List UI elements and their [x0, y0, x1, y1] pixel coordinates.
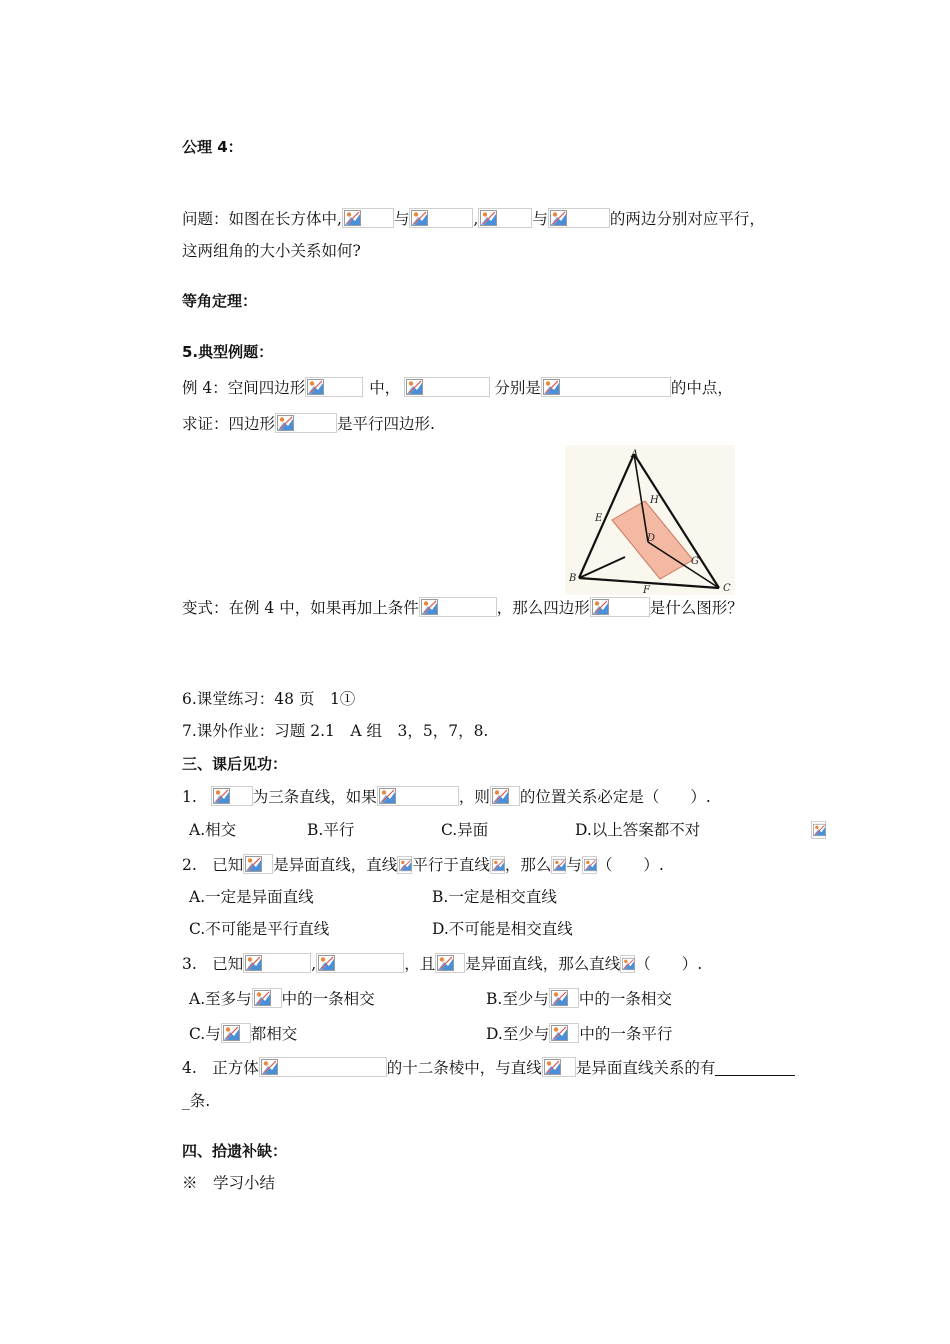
- formula-image: [342, 208, 394, 228]
- item7-homework: 7.课外作业：习题 2.1 A 组 3，5，7，8.: [182, 722, 489, 740]
- q1-stem: [182, 786, 711, 807]
- stray-formula-image: [811, 820, 826, 840]
- q3-text: （ ）.: [635, 955, 703, 973]
- formula-image: [542, 1057, 576, 1077]
- variant-text: 变式：在例 4 中，如果再加上条件: [182, 599, 419, 617]
- q2-option-d: D.不可能是相交直线: [432, 920, 573, 938]
- q3-text: ，且: [404, 955, 436, 973]
- label-c: C: [723, 583, 731, 594]
- formula-image: [397, 856, 412, 874]
- q1-option-a: A.相交: [189, 821, 237, 839]
- formula-image: [259, 1057, 387, 1077]
- formula-image: [316, 953, 404, 973]
- q1-text: 为三条直线，如果: [252, 788, 377, 806]
- formula-image: [620, 955, 635, 973]
- q1-option-c: C.异面: [441, 821, 489, 839]
- broken-image-icon: [551, 990, 568, 1006]
- broken-image-icon: [379, 788, 396, 804]
- formula-image: [435, 953, 465, 973]
- formula-image: [252, 988, 282, 1008]
- question-text: 问题：如图在长方体中,: [182, 210, 342, 228]
- q3-option-d: [486, 1023, 672, 1044]
- broken-image-icon: [492, 858, 505, 872]
- formula-image: [490, 786, 520, 806]
- broken-image-icon: [437, 955, 454, 971]
- section5-heading: 5.典型例题：: [182, 343, 274, 361]
- answer-blank[interactable]: [715, 1060, 795, 1076]
- broken-image-icon: [399, 858, 412, 872]
- q1-option-d: D.以上答案都不对: [575, 821, 701, 839]
- variant-line: [182, 597, 743, 618]
- q1-option-b: B.平行: [307, 821, 355, 839]
- equal-angle-heading: 等角定理：: [182, 292, 258, 310]
- example-text: 的中点，: [670, 379, 733, 397]
- broken-image-icon: [813, 823, 826, 837]
- option-text: C.与: [189, 1025, 221, 1043]
- q4-stem: [182, 1057, 795, 1078]
- q2-text: ，那么: [504, 856, 552, 874]
- formula-image: [211, 786, 253, 806]
- broken-image-icon: [551, 1025, 568, 1041]
- question-text: ,: [473, 210, 479, 228]
- broken-image-icon: [543, 379, 560, 395]
- option-text: 中的一条相交: [281, 990, 375, 1008]
- broken-image-icon: [307, 379, 324, 395]
- formula-image: [490, 856, 505, 874]
- section4-heading: 四、拾遗补缺：: [182, 1142, 288, 1160]
- example-text: 中，: [369, 379, 401, 397]
- option-text: 中的一条相交: [578, 990, 672, 1008]
- example-text: 求证：四边形: [182, 415, 276, 433]
- section3-heading: 三、课后见功：: [182, 755, 288, 773]
- broken-image-icon: [406, 379, 423, 395]
- question-line2: 这两组角的大小关系如何?: [182, 242, 361, 260]
- broken-image-icon: [245, 856, 262, 872]
- broken-image-icon: [318, 955, 335, 971]
- question-text: 与: [393, 210, 410, 228]
- formula-image: [478, 208, 532, 228]
- question-text: 与: [532, 210, 548, 228]
- example-text: 分别是: [494, 379, 541, 397]
- formula-image: [590, 597, 650, 617]
- label-a: A: [631, 449, 639, 460]
- broken-image-icon: [584, 858, 597, 872]
- label-e: E: [595, 513, 603, 524]
- broken-image-icon: [411, 210, 428, 226]
- q3-stem: [182, 953, 702, 974]
- q2-text: 是异面直线，直线: [273, 856, 398, 874]
- summary-line: ※ 学习小结: [182, 1174, 276, 1192]
- option-text: A.至多与: [189, 990, 252, 1008]
- formula-image: [549, 1023, 579, 1043]
- broken-image-icon: [550, 210, 567, 226]
- formula-image: [811, 821, 826, 839]
- tetrahedron-figure: [565, 445, 735, 595]
- broken-image-icon: [213, 788, 230, 804]
- formula-image: [419, 597, 497, 617]
- q1-text: ，则: [458, 788, 490, 806]
- q2-option-b: B.一定是相交直线: [432, 888, 557, 906]
- formula-image: [582, 856, 597, 874]
- q3-text: 3. 已知: [182, 955, 244, 973]
- formula-image: [243, 953, 311, 973]
- example-text: 例 4：空间四边形: [182, 379, 306, 397]
- formula-image: [404, 377, 490, 397]
- broken-image-icon: [223, 1025, 240, 1041]
- q3-option-b: [486, 988, 672, 1009]
- broken-image-icon: [277, 415, 294, 431]
- variant-text: 是什么图形？: [649, 599, 743, 617]
- q3-text: 是异面直线，那么直线: [465, 955, 621, 973]
- broken-image-icon: [544, 1059, 561, 1075]
- q4-text: 是异面直线关系的有: [575, 1059, 716, 1077]
- q2-stem: [182, 854, 664, 875]
- broken-image-icon: [592, 599, 609, 615]
- formula-image: [548, 208, 610, 228]
- example-text: 是平行四边形.: [337, 415, 435, 433]
- label-h: H: [650, 495, 659, 506]
- q2-option-c: C.不可能是平行直线: [189, 920, 330, 938]
- label-g: G: [691, 556, 699, 567]
- q4-text: 的十二条棱中，与直线: [386, 1059, 542, 1077]
- option-text: 中的一条平行: [579, 1025, 673, 1043]
- formula-image: [275, 413, 337, 433]
- label-b: B: [569, 573, 577, 584]
- option-text: B.至少与: [486, 990, 549, 1008]
- variant-text: ，那么四边形: [496, 599, 590, 617]
- broken-image-icon: [492, 788, 509, 804]
- option-text: 都相交: [250, 1025, 298, 1043]
- axiom4-heading: 公理 4：: [182, 138, 243, 156]
- formula-image: [541, 377, 671, 397]
- broken-image-icon: [254, 990, 271, 1006]
- q2-text: 与: [566, 856, 582, 874]
- broken-image-icon: [622, 957, 635, 971]
- formula-image: [377, 786, 459, 806]
- broken-image-icon: [245, 955, 262, 971]
- q4-line2: _条.: [182, 1092, 211, 1110]
- label-d: D: [647, 533, 656, 544]
- example4-line1: [182, 377, 733, 398]
- broken-image-icon: [480, 210, 497, 226]
- q2-text: （ ）.: [596, 856, 664, 874]
- q1-text: 的位置关系必定是（ ）.: [519, 788, 711, 806]
- item6-practice: 6.课堂练习：48 页 1①: [182, 690, 356, 708]
- question-text: 的两边分别对应平行，: [609, 210, 765, 228]
- label-f: F: [643, 585, 650, 595]
- example4-line2: [182, 413, 435, 434]
- q3-option-a: [189, 988, 375, 1009]
- broken-image-icon: [421, 599, 438, 615]
- formula-image: [305, 377, 363, 397]
- option-text: D.至少与: [486, 1025, 550, 1043]
- formula-image: [221, 1023, 251, 1043]
- q1-text: 1.: [182, 788, 197, 806]
- q4-text: 4. 正方体: [182, 1059, 259, 1077]
- broken-image-icon: [261, 1059, 278, 1075]
- formula-image: [409, 208, 473, 228]
- q2-text: 2. 已知: [182, 856, 244, 874]
- formula-image: [551, 856, 566, 874]
- formula-image: [243, 854, 273, 874]
- q3-option-c: [189, 1023, 297, 1044]
- broken-image-icon: [553, 858, 566, 872]
- q3-text: ,: [311, 955, 317, 973]
- q2-option-a: A.一定是异面直线: [189, 888, 314, 906]
- question-line1: [182, 208, 765, 229]
- broken-image-icon: [344, 210, 361, 226]
- formula-image: [549, 988, 579, 1008]
- q2-text: 平行于直线: [412, 856, 490, 874]
